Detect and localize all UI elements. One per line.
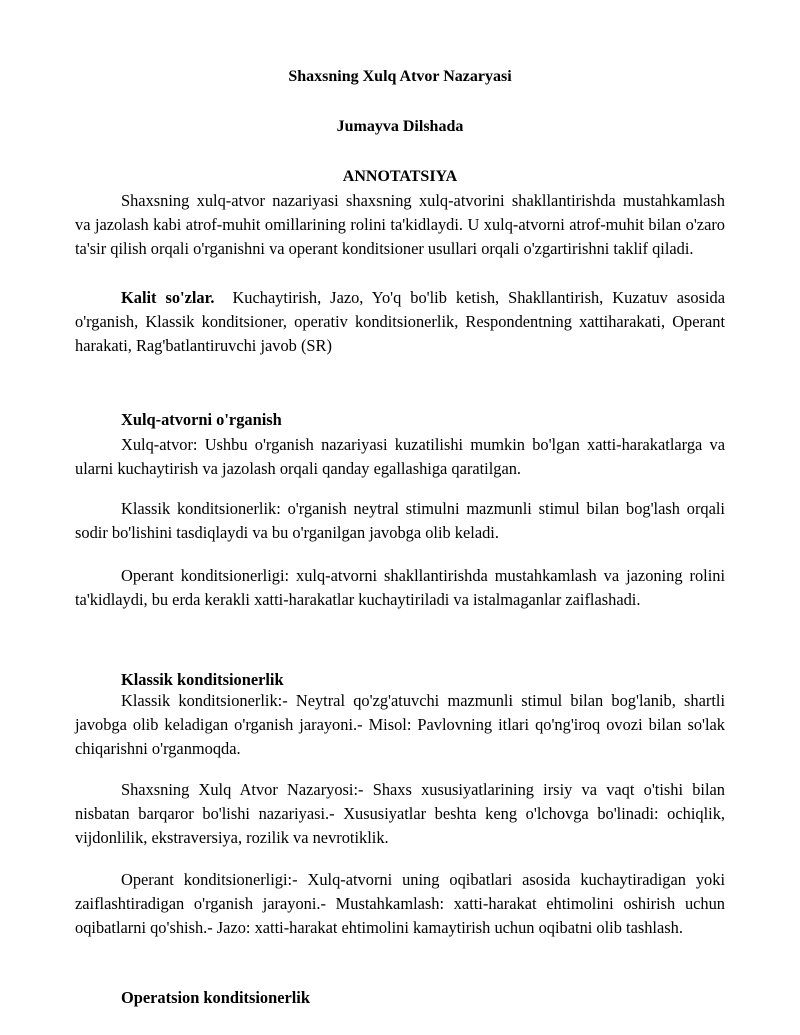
section-paragraph: Xulq-atvor: Ushbu o'rganish nazariyasi kuzatilishi mumkin bo'lgan xatti-harakatlarga va ularni kuchaytirish va jazolash orqali qanday egallashiga qaratilgan. xyxy=(75,435,725,479)
section-paragraph: Klassik konditsionerlik: o'rganish neytral stimulni mazmunli stimul bilan bog'lash orqali sodir bo'lishini tasdiqlaydi va bu o'rganilgan javobga olib keladi. xyxy=(75,499,725,543)
section-heading: Klassik konditsionerlik xyxy=(121,670,284,689)
section-paragraph: Shaxsning Xulq Atvor Nazaryosi:- Shaxs xususiyatlarining irsiy va vaqt o'tishi bilan nisbatan barqaror bo'lishi nazariyasi.- Xususiyatlar beshta keng o'lchovga bo'linadi: ochiqlik, vijdonlilik, ekstraversiya, rozilik va nevrotiklik. xyxy=(75,780,725,848)
abstract-text: Shaxsning xulq-atvor nazariyasi shaxsning xulq-atvorini shakllantirishda mustahkamlash va jazolash kabi atrof-muhit omillarining rolini ta'kidlaydi. U xulq-atvorni atrof-muhit bilan o'zaro ta'sir qilish orqali o'rganishni va operant konditsioner usullari orqali o'zgartirishni taklif qiladi. xyxy=(75,191,725,259)
keywords-text: Kuchaytirish, Jazo, Yo'q bo'lib ketish, Shakllantirish, Kuzatuv asosida o'rganish, Klassik konditsioner, operativ konditsionerlik, Respondentning xattiharakati, Operant harakati, Rag'batlantiruvchi javob (SR) xyxy=(75,288,725,356)
abstract-heading: ANNOTATSIYA xyxy=(342,168,458,185)
section-paragraph: Operant konditsionerligi: xulq-atvorni shakllantirishda mustahkamlash va jazoning rolini ta'kidlaydi, bu erda kerakli xatti-harakatlar kuchaytiriladi va istalmaganlar zaiflashadi. xyxy=(75,566,725,610)
section-heading: Xulq-atvorni o'rganish xyxy=(121,410,282,429)
keywords-paragraph xyxy=(75,286,725,359)
document-author: Jumayva Dilshada xyxy=(336,118,464,135)
document-title: Shaxsning Xulq Atvor Nazaryasi xyxy=(288,68,512,85)
section-paragraph: Operant konditsionerligi:- Xulq-atvorni uning oqibatlari asosida kuchaytiradigan yoki zaiflashtiradigan o'rganish jarayoni.- Mustahkamlash: xatti-harakat ehtimolini oshirish uchun oqibatlarni qo'shish.- Jazo: xatti-harakat ehtimolini kamaytirish uchun oqibatni olib tashlash. xyxy=(75,870,725,938)
section-paragraph: Klassik konditsionerlik:- Neytral qo'zg'atuvchi mazmunli stimul bilan bog'lanib, shartli javobga olib keladigan o'rganish jarayoni.- Misol: Pavlovning itlari qo'ng'iroq ovozi bilan so'lak chiqarishni o'rganmoqda. xyxy=(75,691,725,759)
section-heading: Operatsion konditsionerlik xyxy=(121,988,310,1007)
keywords-label: Kalit so'zlar. xyxy=(121,288,215,307)
